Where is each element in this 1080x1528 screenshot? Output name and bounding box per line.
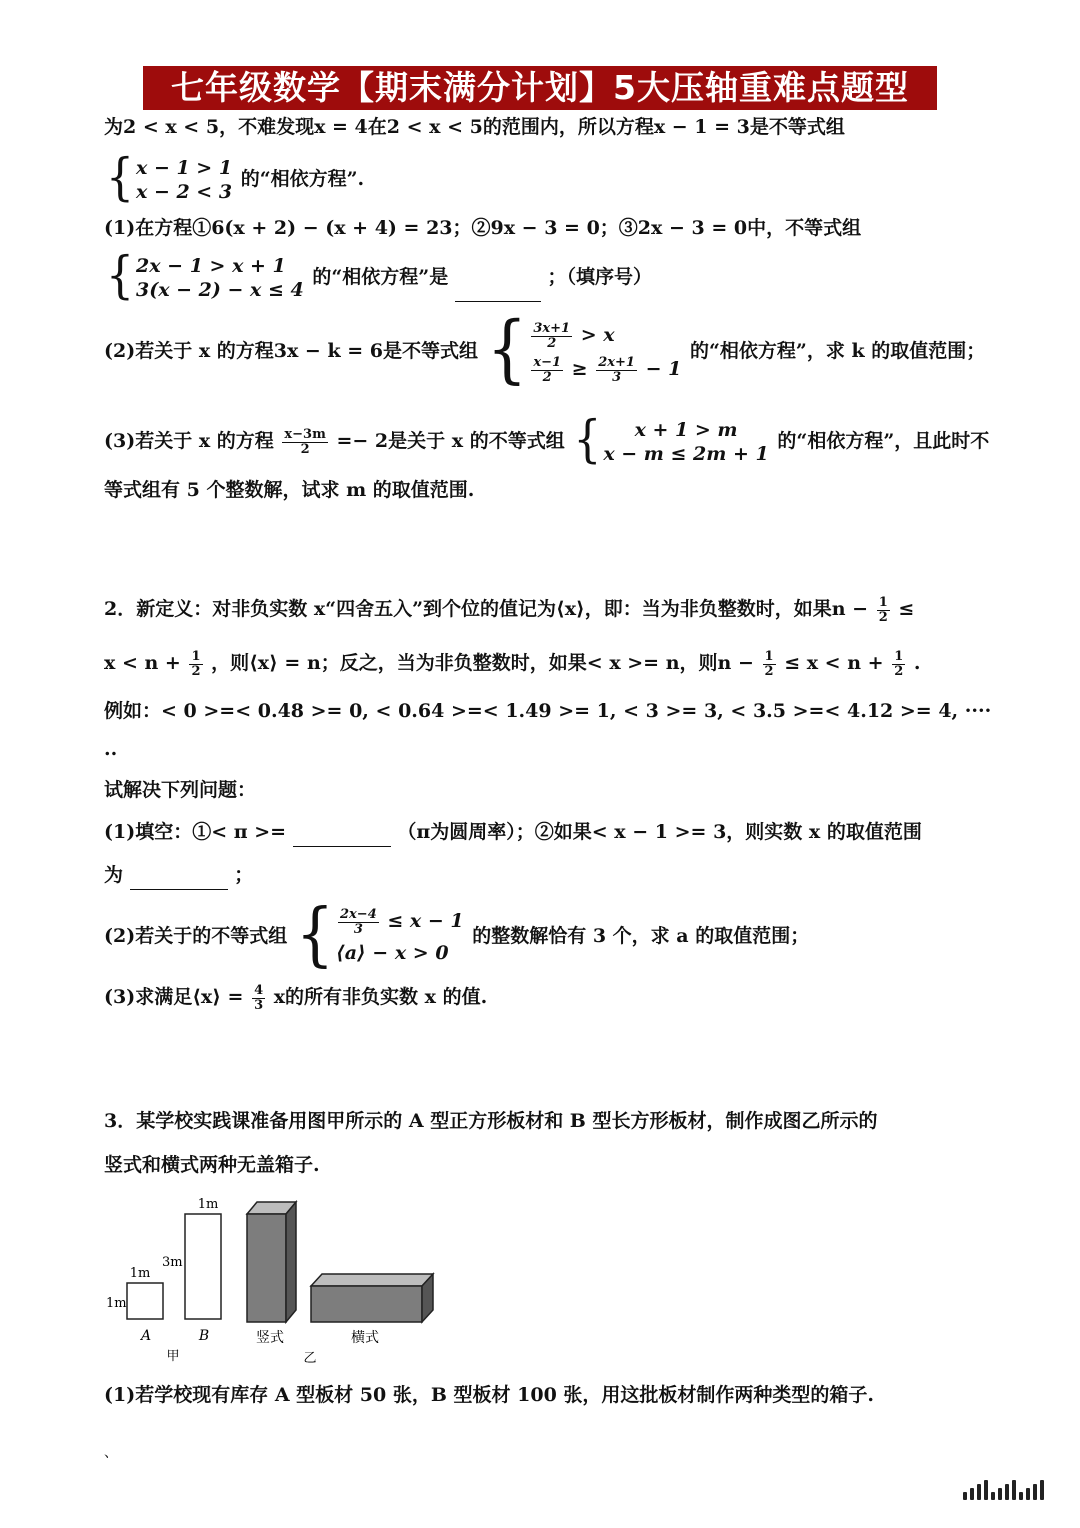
- q2-line2-c: ≤ x < n +: [784, 652, 884, 674]
- q2-examples-cont: ..: [104, 738, 118, 760]
- q1-part3-line2: [104, 475, 1020, 505]
- q2-part3-text: (3)求满足⟨x⟩ =: [104, 986, 244, 1008]
- vertical-box-front: [247, 1214, 286, 1322]
- brace-icon: {: [295, 894, 335, 975]
- q1-part3-end: 等式组有 5 个整数解，试求 m 的取值范围.: [104, 479, 475, 501]
- fraction: $\frac{x-3m}{2}$: [284, 426, 326, 457]
- q1-part1-tail: 的“相依方程”是: [312, 266, 449, 288]
- q1-part1-hint: ；（填序号）: [547, 266, 652, 288]
- label-b: B: [198, 1328, 210, 1344]
- q2-part1-mid: （π为圆周率）；②如果< x − 1 >= 3，则实数 x 的取值范围: [397, 821, 922, 843]
- label-b-height: 3m: [162, 1255, 183, 1270]
- q2-part3-line: [104, 982, 1020, 1013]
- answer-blank[interactable]: [455, 301, 541, 302]
- system-row: $\frac{3x+1}{2}$ > x: [533, 320, 615, 351]
- system-row: x − m ≤ 2m + 1: [603, 443, 769, 465]
- system-row: x − 1 > 1: [136, 157, 233, 179]
- label-horizontal: 横式: [351, 1330, 379, 1346]
- brace-icon: {: [106, 245, 134, 305]
- q1-part1-text: (1)在方程①6(x + 2) − (x + 4) = 23；②9x − 3 = 0；③2x − 3 = 0中，不等式组: [104, 217, 862, 239]
- q2-part1-lead: 为: [104, 864, 124, 886]
- q1-part1-system-line: [104, 245, 1020, 305]
- inequality-system: [486, 307, 682, 393]
- q1-part2-tail: 的“相依方程”，求 k 的取值范围；: [689, 340, 986, 362]
- q1-part2-line: [104, 307, 1020, 393]
- system-row: x + 1 > m: [634, 419, 738, 441]
- q2-line2-d: .: [913, 652, 921, 674]
- q2-line2: [104, 648, 1020, 679]
- q2-part1-line: [104, 817, 1020, 847]
- label-vertical: 竖式: [256, 1330, 284, 1346]
- answer-blank[interactable]: [130, 889, 228, 890]
- signal-bars-icon: [963, 1480, 1044, 1500]
- footer-mark: 、: [104, 1445, 118, 1461]
- label-jia: 甲: [166, 1349, 180, 1364]
- q2-line1: [104, 594, 1020, 625]
- q1-intro-line: [104, 112, 1020, 142]
- fraction-half: $\frac{1}{2}$: [894, 648, 904, 679]
- q3-part1: (1)若学校现有库存 A 型板材 50 张，B 型板材 100 张，用这批板材制作两种类型的箱子.: [104, 1384, 875, 1406]
- q2-definition: 2．新定义：对非负实数 x“四舍五入”到个位的值记为⟨x⟩，即：当为非负整数时，如果n −: [104, 598, 869, 620]
- label-b-width: 1m: [197, 1197, 219, 1212]
- q1-part3-line: [104, 409, 1020, 469]
- label-a: A: [140, 1328, 152, 1344]
- system-row: ⟨a⟩ − x > 0: [336, 942, 449, 964]
- q1-intro-tail: 的“相依方程”.: [240, 168, 365, 190]
- q2-part2-line: [104, 894, 1020, 975]
- q1-intro-text: 为2 < x < 5，不难发现x = 4在2 < x < 5的范围内，所以方程x − 1 = 3是不等式组: [104, 116, 845, 138]
- q1-intro-system-line: [104, 147, 1020, 207]
- answer-blank[interactable]: [293, 846, 391, 847]
- inequality-system: [106, 147, 233, 207]
- label-a-width: 1m: [129, 1266, 151, 1281]
- q2-line2-a: x < n +: [104, 652, 181, 674]
- q1-part2-text: (2)若关于 x 的方程3x − k = 6是不等式组: [104, 340, 478, 362]
- q3-line1: 3．某学校实践课准备用图甲所示的 A 型正方形板材和 B 型长方形板材，制作成图乙所示的: [104, 1110, 878, 1132]
- inequality-system: [295, 894, 464, 975]
- q2-examples: 例如：< 0 >=< 0.48 >= 0, < 0.64 >=< 1.49 >= 1, < 3 >= 3, < 3.5 >=< 4.12 >= 4, ····: [104, 700, 992, 722]
- q3-line2: 竖式和横式两种无盖箱子.: [104, 1154, 320, 1176]
- inequality-system: [106, 245, 304, 305]
- q2-line2-b: ，则⟨x⟩ = n；反之，当为非负整数时，如果< x >= n，则n −: [211, 652, 754, 674]
- brace-icon: {: [106, 147, 134, 207]
- brace-icon: {: [486, 307, 528, 393]
- q2-part1-line2: [104, 860, 1020, 890]
- fraction: $\frac{4}{3}$: [254, 982, 264, 1013]
- horizontal-box-top: [311, 1274, 433, 1286]
- label-a-height: 1m: [106, 1296, 127, 1311]
- q1-part1-line: [104, 213, 1020, 243]
- q1-part3-mid: =− 2是关于 x 的不等式组: [336, 430, 565, 452]
- q2-part3-tail: x的所有非负实数 x 的值.: [273, 986, 488, 1008]
- label-yi: 乙: [303, 1351, 317, 1366]
- fraction-half: $\frac{1}{2}$: [764, 648, 774, 679]
- board-a: [127, 1283, 163, 1319]
- fraction-half: $\frac{1}{2}$: [878, 594, 888, 625]
- system-row: 2x − 1 > x + 1: [136, 255, 286, 277]
- q1-part3-tail: 的“相依方程”，且此时不: [777, 430, 990, 452]
- inequality-system: [573, 409, 769, 469]
- q2-prompt: 试解决下列问题：: [104, 779, 257, 801]
- q2-part2-tail: 的整数解恰有 3 个，求 a 的取值范围；: [472, 925, 810, 947]
- q2-part1-text: (1)填空：①< π >=: [104, 821, 287, 843]
- system-row: $\frac{2x-4}{3}$ ≤ x − 1: [340, 906, 464, 937]
- fraction-half: $\frac{1}{2}$: [191, 648, 201, 679]
- system-row: 3(x − 2) − x ≤ 4: [136, 279, 304, 301]
- board-b: [185, 1214, 221, 1319]
- q2-line1-tail: ≤: [898, 598, 915, 620]
- brace-icon: {: [573, 409, 602, 469]
- page-title: 七年级数学【期末满分计划】5大压轴重难点题型: [143, 66, 937, 110]
- q2-part2-text: (2)若关于的不等式组: [104, 925, 288, 947]
- system-row: x − 2 < 3: [136, 181, 233, 203]
- vertical-box-side: [286, 1202, 296, 1322]
- q2-part1-end: ；: [234, 864, 254, 886]
- q1-part3-text: (3)若关于 x 的方程: [104, 430, 274, 452]
- box-figure: [100, 1190, 440, 1370]
- horizontal-box-front: [311, 1286, 422, 1322]
- system-row: $\frac{x-1}{2}$ ≥ $\frac{2x+1}{3}$ − 1: [533, 354, 682, 385]
